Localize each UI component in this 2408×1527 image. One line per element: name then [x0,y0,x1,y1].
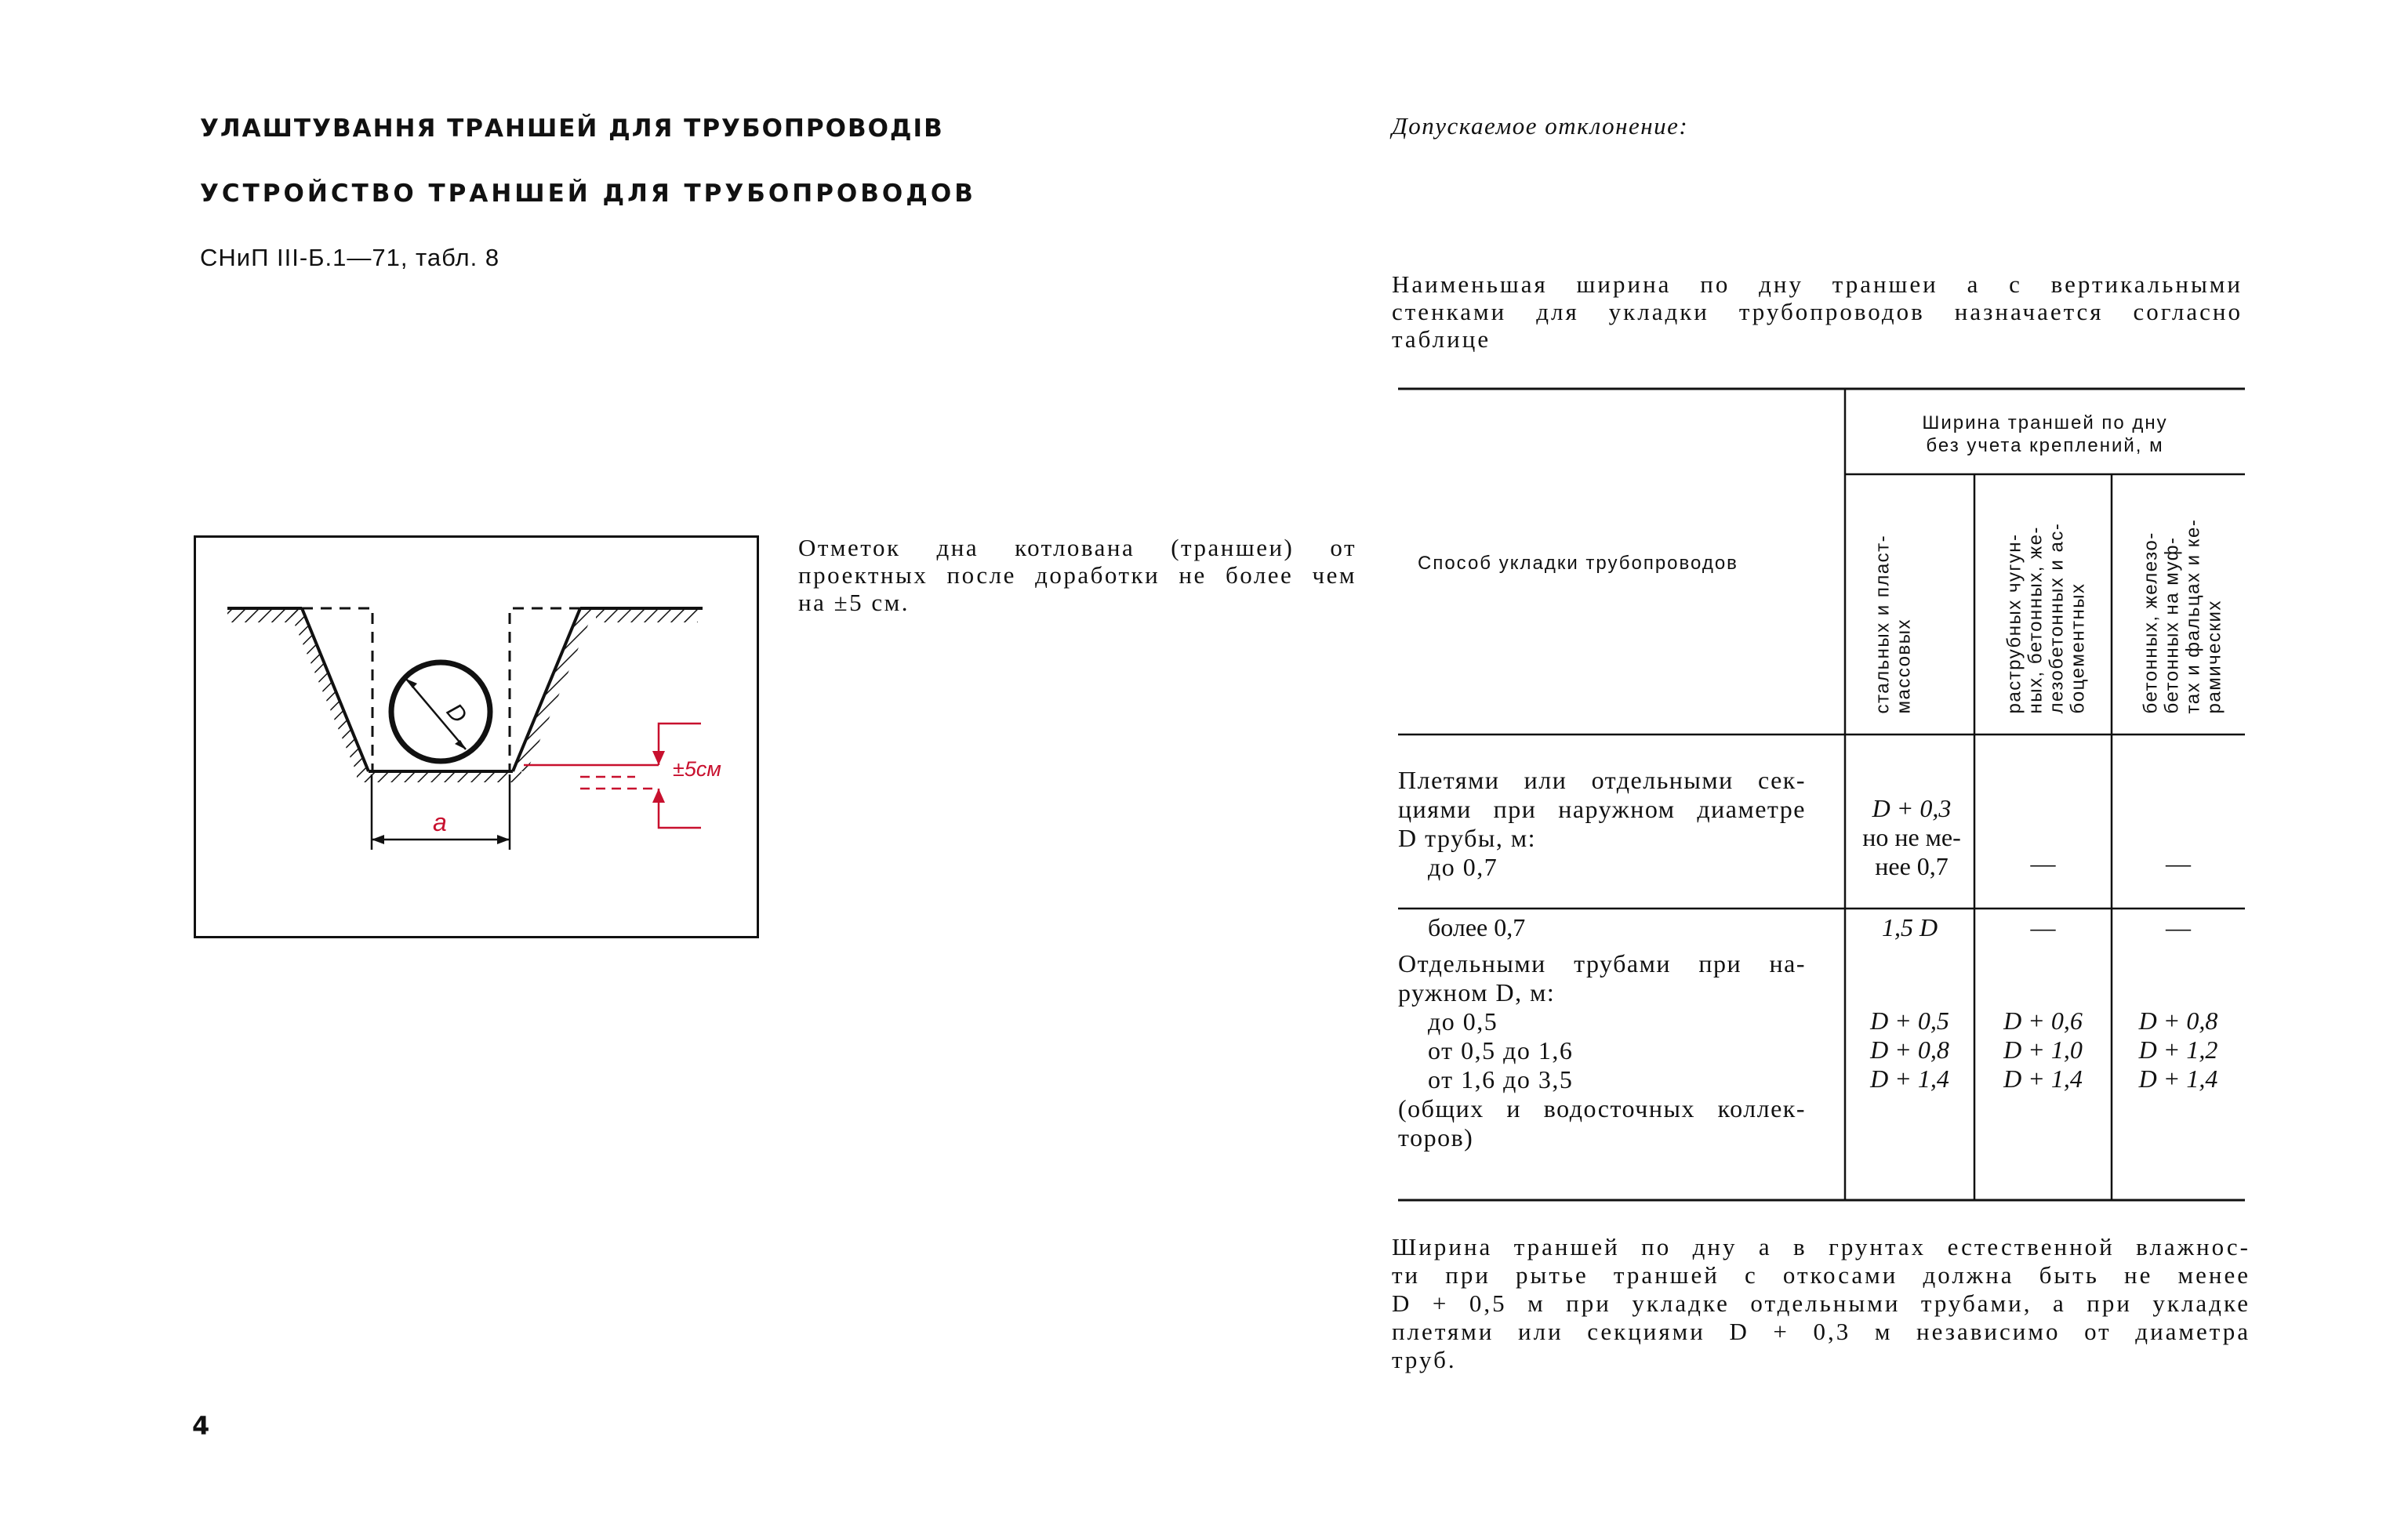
row3-line: (общих и водосточных коллек- [1398,1094,1806,1123]
footer-line: труб. [1392,1346,1457,1373]
row3-values-steel [1845,1007,1974,1094]
row3-values-cast-iron [1974,1007,2112,1094]
footer-line: ти при рытье траншей с откосами должна быть не менее [1392,1261,2250,1289]
col-header-line: боцементных [2067,582,2089,714]
row1-line: Плетями или отдельными сек- [1398,766,1806,794]
row1-label [1398,766,1806,882]
value-line: D + 1,2 [2138,1036,2218,1064]
footer-text [1392,1233,2250,1374]
value-line: но не ме- [1862,823,1961,851]
value-line: нее 0,7 [1875,852,1949,880]
col-header-cast-iron [1995,495,2101,714]
snip-reference: СНиП III-Б.1—71, табл. 8 [200,244,500,271]
trench-figure [194,535,759,938]
row3-line: Отдельными трубами при на- [1398,949,1806,977]
elevation-note [798,534,1357,616]
intro-text [1392,270,2243,353]
value-line: D + 0,8 [1870,1036,1949,1064]
col-header-line: массовых [1893,618,1915,714]
row2-value-steel: 1,5 D [1881,913,1938,941]
method-header: Способ укладки трубопроводов [1418,553,1738,574]
row1-line: D трубы, м: [1398,824,1537,852]
row2-value-cast-iron: — [2030,913,2056,941]
width-table [1398,386,2245,1202]
row3-label [1398,949,1806,1152]
title-russian: УСТРОЙСТВО ТРАНШЕЙ ДЛЯ ТРУБОПРОВОДОВ [200,180,976,208]
value-line: D + 1,0 [2003,1036,2083,1064]
col-header-line: бетонных, железо- [2140,531,2162,714]
deviation-label: Допускаемое отклонение: [1392,112,1689,140]
row1-line: до 0,7 [1428,853,1498,881]
value-line: D + 0,5 [1870,1007,1949,1035]
col-header-line: тах и фальцах и ке- [2182,518,2204,714]
row2-label: более 0,7 [1428,913,1526,941]
note-line: на ±5 см. [798,589,910,616]
value-line: D + 0,6 [2003,1007,2083,1035]
value-line: D + 0,8 [2138,1007,2218,1035]
row2-value-concrete: — [2166,913,2191,941]
value-line: D + 1,4 [1870,1065,1949,1093]
intro-line: стенками для укладки трубопроводов назначается согласно [1392,298,2243,325]
value-line: D + 0,3 [1872,794,1952,822]
note-line: Отметок дна котлована (траншеи) от [798,534,1357,561]
width-label-a: a [433,808,447,836]
row3-line: от 1,6 до 3,5 [1428,1065,1574,1094]
footer-line: D + 0,5 м при укладке отдельными трубами, а при укладке [1392,1289,2250,1317]
row1-value-steel [1853,794,1970,881]
width-header-line: без учета креплений, м [1926,435,2164,456]
row3-values-concrete [2112,1007,2245,1094]
row1-line: циями при наружном диаметре [1398,795,1806,823]
trench-diagram [196,538,757,936]
col-header-line: лезобетонных и ас- [2046,522,2068,714]
row1-value-cast-iron: — [2030,849,2056,877]
col-header-line: раструбных чугун- [2003,533,2025,714]
row1-value-concrete: — [2166,849,2191,877]
value-line: D + 1,4 [2003,1065,2083,1093]
row3-line: до 0,5 [1428,1007,1498,1036]
note-line: проектных после доработки не более чем [798,561,1357,589]
row3-line: ружном D, м: [1398,978,1556,1007]
width-header-line: Ширина траншей по дну [1922,412,2168,433]
col-header-line: рамических [2203,600,2225,714]
page-number: 4 [192,1411,210,1441]
col-header-line: бетонных на муф- [2161,536,2183,714]
col-header-concrete [2131,495,2237,714]
diameter-label: D [441,698,472,729]
intro-line: Наименьшая ширина по дну траншеи a с вертикальными [1392,270,2243,298]
tolerance-label: ±5см [673,757,721,781]
col-header-steel [1857,495,1963,714]
footer-line: Ширина траншей по дну a в грунтах естественной влажнос- [1392,1233,2250,1260]
footer-line: плетями или секциями D + 0,3 м независимо от диаметра [1392,1318,2250,1345]
width-header [1845,412,2245,457]
title-ukrainian: УЛАШТУВАННЯ ТРАНШЕЙ ДЛЯ ТРУБОПРОВОДІВ [200,114,944,143]
intro-line: таблице [1392,325,1491,353]
row3-line: от 0,5 до 1,6 [1428,1036,1574,1065]
col-header-line: ных, бетонных, же- [2025,526,2047,714]
row3-line: торов) [1398,1123,1474,1152]
col-header-line: стальных и пласт- [1872,534,1894,714]
value-line: D + 1,4 [2138,1065,2218,1093]
